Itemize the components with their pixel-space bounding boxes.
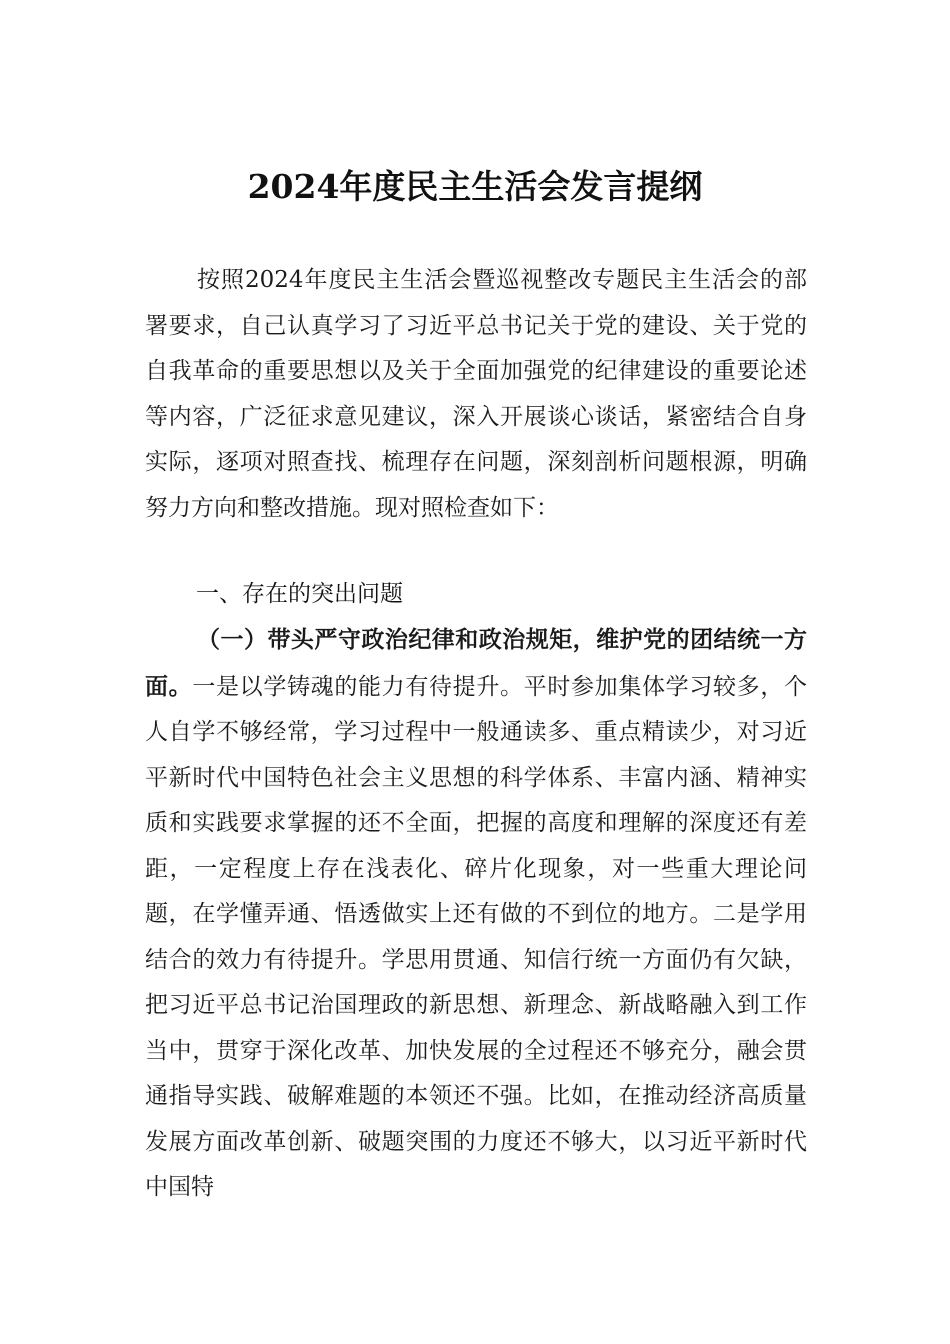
subsection-body: 一是以学铸魂的能力有待提升。平时参加集体学习较多，个人自学不够经常，学习过程中一般通读多、重点精读少，对习近平新时代中国特色社会主义思想的科学体系、丰富内涵、精神实质和实践要求掌握的还不全面，把握的高度和理解的深度还有差距，一定程度上存在浅表化、碎片化现象，对一些重大理论问题，在学懂弄通、悟透做实上还有做的不到位的地方。二是学用结合的效力有待提升。学思用贯通、知信行统一方面仍有欠缺，把习近平总书记治国理政的新思想、新理念、新战略融入到工作当中，贯穿于深化改革、加快发展的全过程还不够充分，融会贯通指导实践、破解难题的本领还不强。比如，在推动经济高质量发展方面改革创新、破题突围的力度还不够大，以习近平新时代中国特 xyxy=(145,673,808,1200)
intro-paragraph: 按照2024年度民主生活会暨巡视整改专题民主生活会的部署要求，自己认真学习了习近平总书记关于党的建设、关于党的自我革命的重要思想以及关于全面加强党的纪律建设的重要论述等内容，广泛征求意见建议，深入开展谈心谈话，紧密结合自身实际，逐项对照查找、梳理存在问题，深刻剖析问题根源，明确努力方向和整改措施。现对照检查如下： xyxy=(145,267,807,521)
section-heading-problems: 一、存在的突出问题 xyxy=(196,581,403,607)
subsection-heading: （一）带头严守政治纪律和政治规矩，维护党的团结统一方面。 xyxy=(145,626,807,700)
document-title: 2024年度民主生活会发言提纲 xyxy=(247,167,703,206)
subsection-paragraph xyxy=(145,617,807,1211)
